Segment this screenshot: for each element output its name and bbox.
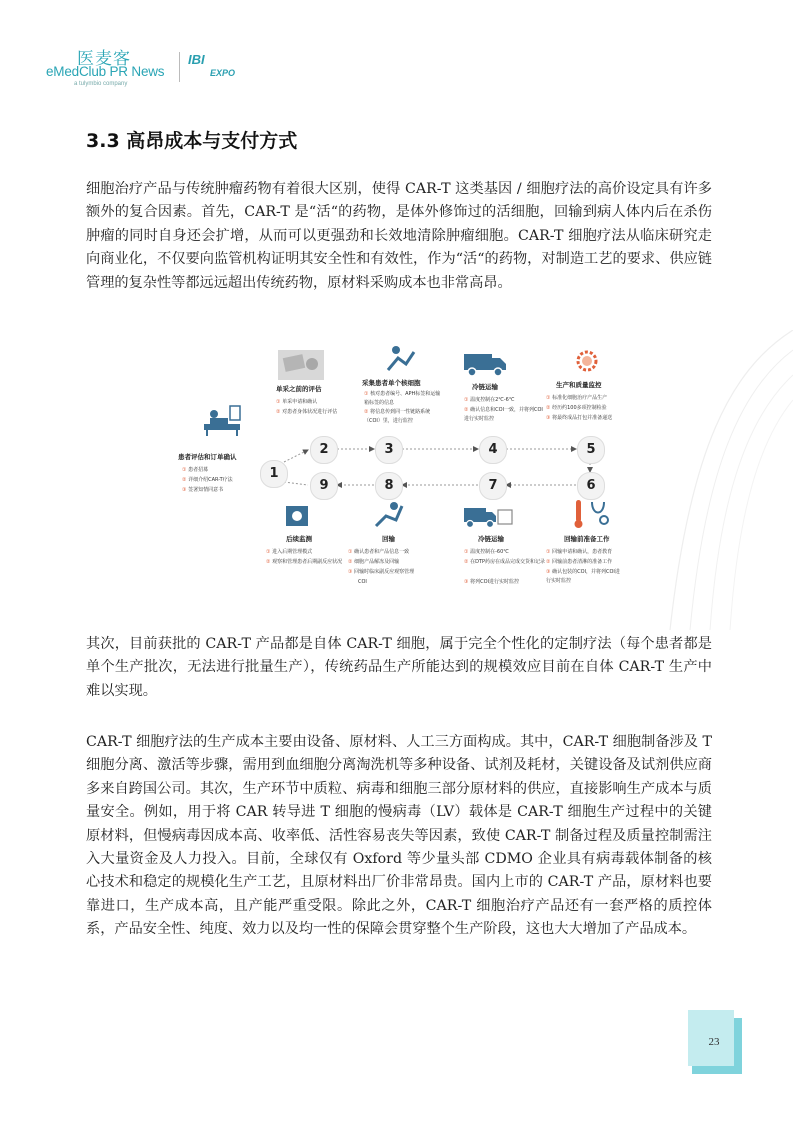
truck-icon (462, 350, 508, 378)
patient-bed-icon (202, 404, 242, 438)
step-8-item: ① 确认患者和产品信息一致 (348, 549, 410, 555)
step-1-number: 1 (260, 460, 288, 488)
step-6-item: ① 回输申请和确认，患者教育 (546, 549, 613, 555)
step-8-item: COI (358, 579, 367, 585)
logo-cn: 医麦客 (77, 49, 131, 69)
paragraph-3: CAR-T 细胞疗法的生产成本主要由设备、原材料、人工三方面构成。其中，CAR-T 细胞制备涉及 T 细胞分离、激活等步骤，需用到血细胞分离淘洗机等多种设备、试剂及耗材，关键设备及试剂供应商多来自跨国公司。其次，生产环节中质粒、病毒和细胞三部分原材料的供应，直接影响生产成本与质量安全。例如，用于将 CAR 转导进 T 细胞的慢病毒（LV）载体是 CAR-T 细胞生产过程中的关键原材料，但慢病毒因成本高、收率低、活性容易丧失等因素，致使 CAR-T 制备过程及质量控制需注入大量资金及人力投入。目前，全球仅有 Oxford 等少量头部 CDMO 企业具有病毒载体制备的核心技术和稳定的规模化生产工艺，且原材料出厂价非常昂贵。国内上市的 CAR-T 产品，原材料也要靠进口，生产成本高，且产能严重受限。除此之外，CAR-T 细胞治疗产品还有一套严格的质控体系，产品安全性、纯度、效力以及均一性的保障会贯穿整个生产阶段，这也大大增加了产品成本。 (86, 734, 712, 938)
logo-divider (179, 52, 180, 82)
logo-sub: a tulymbio company (74, 81, 128, 87)
step-3-title: 采集患者单个核细胞 (362, 379, 421, 387)
production-gear-icon (572, 346, 602, 376)
step-8-title: 回输 (382, 535, 395, 543)
step-6-number: 6 (577, 472, 605, 500)
step-6-item: ③ 确认包装的COI，并将列COI进行实时监控 (546, 569, 620, 584)
step-2-title: 单采之前的评估 (276, 385, 322, 393)
step-6-item: ② 回输前患者清淋的准备工作 (546, 559, 613, 565)
step-7-item: ① 温度控制在-60℃ (464, 549, 509, 555)
step-3-item: ② 将信息传到同一性链路系统（COI）里，进行监控 (364, 409, 431, 424)
decorative-lines (600, 330, 793, 630)
step-2-number: 2 (310, 436, 338, 464)
monitoring-icon (284, 502, 312, 530)
step-9-number: 9 (310, 472, 338, 500)
step-4-item: ① 温度控制在2℃-6℃ (464, 397, 515, 403)
thermometer-stethoscope-icon (570, 498, 612, 530)
step-6-title: 回输前准备工作 (564, 535, 610, 543)
step-4-item: ② 确认信息和COI一致，并将列COI进行实时监控 (464, 407, 543, 422)
step-9-item: ② 观察和管理患者后期副反应状况 (266, 559, 343, 565)
step-2-item: ② 对患者身体状况进行评估 (276, 409, 338, 415)
cart-process-figure (172, 342, 622, 604)
step-1-item: ③ 签署知情同意书 (182, 487, 224, 493)
cell-collection-icon (384, 344, 418, 374)
step-7-number: 7 (479, 472, 507, 500)
step-7-title: 冷链运输 (478, 535, 504, 543)
expo-logo-bottom: EXPO (210, 68, 236, 78)
step-2-item: ① 单采申请和确认 (276, 399, 318, 405)
step-8-item: ② 细胞产品解冻及回输 (348, 559, 400, 565)
step-4-number: 4 (479, 436, 507, 464)
step-1-item: ① 患者招募 (182, 467, 209, 473)
truck-box-icon (462, 502, 514, 532)
step-1-title: 患者评估和订单确认 (178, 453, 237, 461)
header-logo (44, 44, 264, 94)
paragraph-2: 其次，目前获批的 CAR-T 产品都是自体 CAR-T 细胞，属于完全个性化的定制疗法（每个患者都是单个生产批次，无法进行批量生产），传统药品生产所能达到的规模效应目前在自体 CAR-T 生产中难以实现。 (86, 636, 712, 699)
step-9-title: 后续监测 (286, 535, 312, 543)
step-9-item: ① 进入后期管理模式 (266, 549, 313, 555)
assessment-photo-icon (276, 346, 326, 382)
step-5-title: 生产和质量监控 (556, 381, 602, 389)
infusion-icon (372, 500, 406, 530)
section-title: 3.3 高昂成本与支付方式 (86, 130, 298, 152)
step-4-title: 冷链运输 (472, 383, 498, 391)
step-5-item: ③ 将最终成品打包并准备递送 (546, 415, 613, 421)
step-7-item: ② 在DTP药房在成品完成交货和记录 (464, 559, 545, 565)
step-8-number: 8 (375, 472, 403, 500)
step-3-number: 3 (375, 436, 403, 464)
step-5-item: ② 经历约100多项控制检验 (546, 405, 607, 411)
step-8-item: ③ 回输时临床副反应观察管理 (348, 569, 415, 575)
step-1-item: ② 详细介绍CAR-T疗法 (182, 477, 233, 483)
step-7-item: ③ 将列COI进行实时监控 (464, 579, 519, 585)
step-5-item: ① 标准化细胞治疗产品生产 (546, 395, 608, 401)
step-3-item: ① 核对患者编号、APH标签和运输箱标签的信息 (364, 391, 441, 406)
page-number: 23 (708, 1036, 720, 1048)
paragraph-1: 细胞治疗产品与传统肿瘤药物有着很大区别，使得 CAR-T 这类基因 / 细胞疗法的高价设定具有许多额外的复合因素。首先，CAR-T 是“活“的药物，是体外修饰过的活细胞，回输到病人体内后在杀伤肿瘤的同时自身还会扩增，从而可以更强劲和长效地清除肿瘤细胞。CAR-T 细胞疗法从临床研究走向商业化，不仅要向监管机构证明其安全性和有效性，作为“活“的药物，对制造工艺的要求、供应链管理的复杂性等都远远超出传统药物，原材料采购成本也非常高昂。 (86, 181, 712, 291)
logo-en: eMedClub PR News (46, 64, 165, 79)
expo-logo-top: IBI (188, 52, 205, 67)
step-5-number: 5 (577, 436, 605, 464)
